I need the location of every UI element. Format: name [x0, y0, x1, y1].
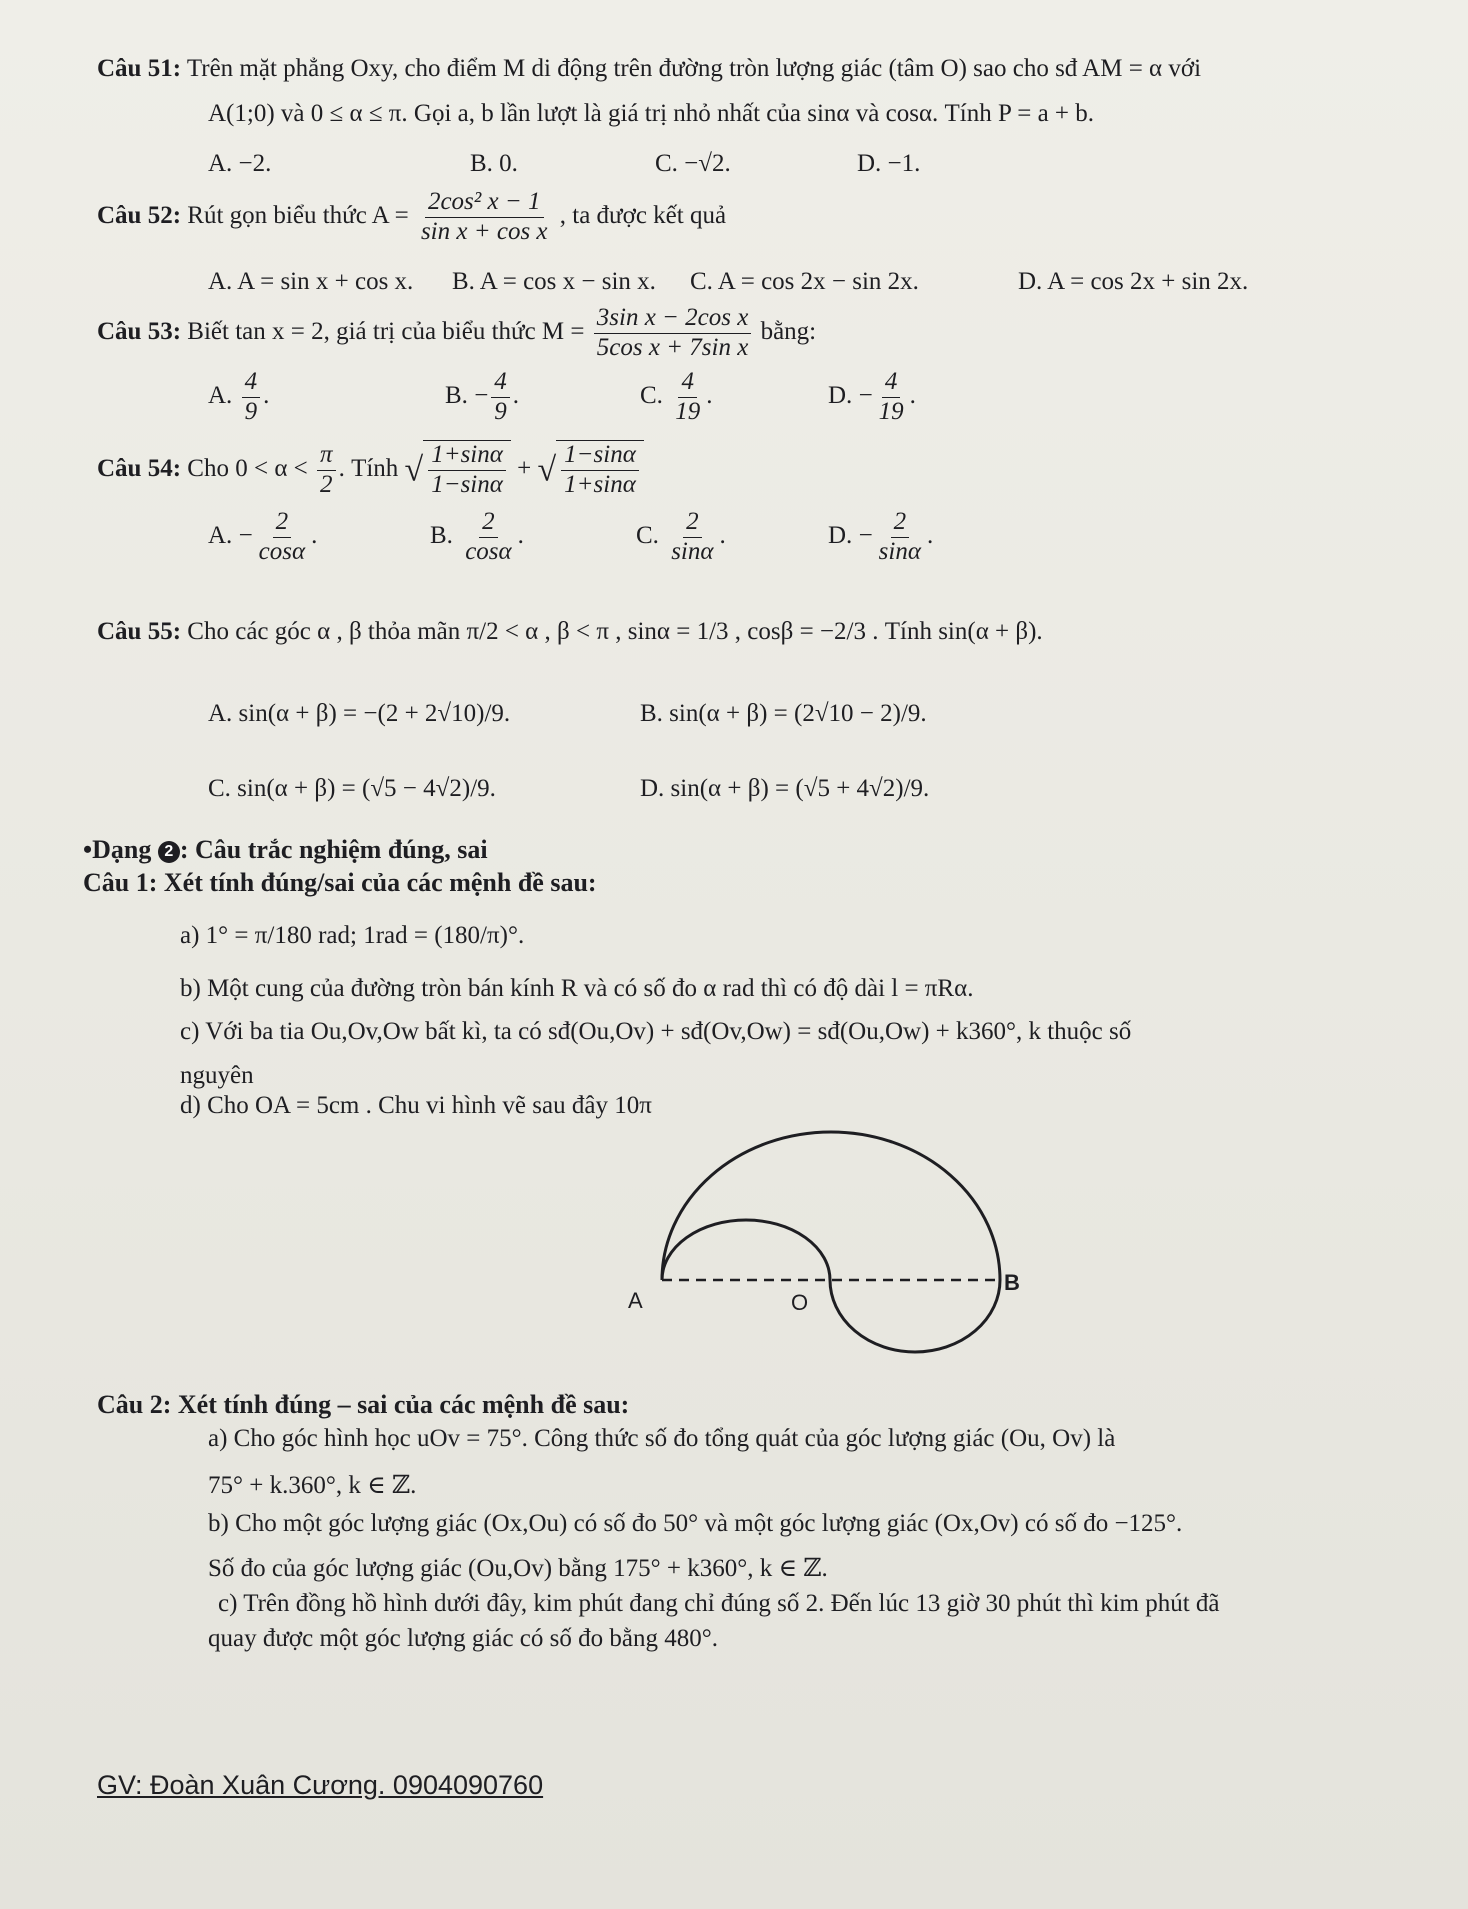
numerator: π [317, 441, 336, 471]
q52-option-c: C. A = cos 2x − sin 2x. [690, 268, 919, 295]
q51-text-line1: Trên mặt phẳng Oxy, cho điểm M di động trên đường tròn lượng giác (tâm O) sao cho sđ AM = α với [186, 55, 1202, 82]
q55-option-a: A. sin(α + β) = −(2 + 2√10)/9. [208, 700, 511, 727]
point-o-label: O [791, 1290, 809, 1315]
q54-condition-fraction [317, 441, 336, 500]
q52-fraction [418, 188, 551, 247]
option-fraction [668, 508, 716, 567]
section-title-prefix: •Dạng [83, 835, 152, 864]
q55-option-b: B. sin(α + β) = (2√10 − 2)/9. [640, 700, 927, 727]
c2-statement-c-line1: c) Trên đồng hồ hình dưới đây, kim phút đang chỉ đúng số 2. Đến lúc 13 giờ 30 phút thì kim phút đã [218, 1590, 1220, 1617]
option-end: . [926, 521, 934, 549]
q52-stem [97, 188, 726, 247]
numerator: 1−sinα [561, 441, 639, 471]
c1-statement-b: b) Một cung của đường tròn bán kính R và có số đo α rad thì có độ dài l = πRα. [180, 975, 974, 1002]
option-sign: − [474, 381, 489, 409]
option-letter: B. [430, 521, 453, 549]
q55-stem [97, 618, 1043, 647]
option-denominator: cosα [465, 537, 512, 565]
option-denominator: 9 [494, 397, 507, 425]
option-letter: C. [636, 521, 659, 549]
q54-label: Câu 54: [97, 454, 182, 482]
option-numerator: 2 [683, 508, 702, 538]
option-denominator: 19 [878, 397, 904, 425]
q52-option-a: A. A = sin x + cos x. [208, 268, 414, 295]
option-end: . [706, 381, 713, 409]
section-number-badge: 2 [158, 841, 180, 863]
option-numerator: 2 [479, 508, 498, 538]
q52-option-d: D. A = cos 2x + sin 2x. [1018, 268, 1249, 295]
q53-stem [97, 304, 816, 363]
q54-stem [97, 440, 644, 500]
q54-mid: . Tính [338, 454, 399, 482]
option-fraction [491, 368, 510, 427]
denominator: 1−sinα [431, 470, 503, 498]
option-sign: − [858, 521, 873, 549]
q55-option-c: C. sin(α + β) = (√5 − 4√2)/9. [208, 775, 496, 802]
q51-option-c: C. −√2. [655, 150, 731, 177]
option-numerator: 2 [891, 508, 910, 538]
q54-root2 [556, 440, 644, 500]
option-numerator: 4 [882, 368, 901, 398]
section-title-text: : Câu trắc nghiệm đúng, sai [179, 835, 488, 864]
c2-stem [97, 1390, 629, 1420]
q53-prefix: Biết tan x = 2, giá trị của biểu thức M = [187, 317, 585, 345]
small-upper-arc [662, 1220, 830, 1280]
c2-statement-a-line1: a) Cho góc hình học uOv = 75°. Công thức số đo tổng quát của góc lượng giác (Ou, Ov) là [208, 1425, 1116, 1452]
denominator: 1+sinα [564, 470, 636, 498]
option-numerator: 4 [678, 368, 697, 398]
q51-option-b: B. 0. [470, 150, 518, 177]
c1-text: Xét tính đúng/sai của các mệnh đề sau: [163, 868, 597, 897]
c2-statement-a-line2: 75° + k.360°, k ∈ ℤ. [208, 1472, 417, 1499]
q52-label: Câu 52: [97, 201, 182, 229]
sqrt-sign-icon: √ [404, 451, 424, 489]
option-end: . [909, 381, 916, 409]
c1-statement-c-line2: nguyên [180, 1062, 254, 1089]
c2-statement-b-line2: Số đo của góc lượng giác (Ou,Ov) bằng 175° + k360°, k ∈ ℤ. [208, 1555, 828, 1582]
option-numerator: 4 [491, 368, 510, 398]
point-a-label: A [628, 1288, 643, 1313]
option-letter: B. [445, 381, 468, 409]
c2-label: Câu 2: [97, 1390, 172, 1419]
c2-statement-b-line1: b) Cho một góc lượng giác (Ox,Ou) có số đo 50° và một góc lượng giác (Ox,Ov) có số đo −125°. [208, 1510, 1183, 1537]
c1-statement-a: a) 1° = π/180 rad; 1rad = (180/π)°. [180, 922, 525, 949]
q51-line2: A(1;0) và 0 ≤ α ≤ π. Gọi a, b lần lượt là giá trị nhỏ nhất của sinα và cosα. Tính P = a + b. [208, 100, 1095, 127]
root1-fraction [428, 441, 506, 500]
option-letter: A. [208, 381, 233, 409]
c2-statement-c-line2: quay được một góc lượng giác có số đo bằng 480°. [208, 1625, 718, 1652]
option-numerator: 2 [273, 508, 292, 538]
option-denominator: 9 [244, 397, 258, 425]
q54-option-b [430, 508, 524, 567]
c1-stem [83, 868, 597, 898]
q53-option-b [445, 368, 519, 427]
point-b-label: B [1004, 1270, 1020, 1295]
option-end: . [719, 521, 726, 549]
option-fraction [672, 368, 703, 427]
option-fraction [462, 508, 514, 567]
option-fraction [876, 368, 907, 427]
q52-suffix: , ta được kết quả [559, 201, 727, 229]
teacher-credit: GV: Đoàn Xuân Cương. 0904090760 [97, 1770, 544, 1800]
option-fraction [876, 508, 924, 567]
q54-option-c [636, 508, 726, 567]
q53-denominator: 5cos x + 7sin x [596, 333, 749, 361]
option-end: . [263, 381, 270, 409]
c2-text: Xét tính đúng – sai của các mệnh đề sau: [177, 1390, 630, 1419]
option-letter: A. [208, 521, 233, 549]
q55-option-d: D. sin(α + β) = (√5 + 4√2)/9. [640, 775, 930, 802]
q51-option-d: D. −1. [857, 150, 921, 177]
option-letter: D. [828, 381, 853, 409]
c1-label: Câu 1: [83, 868, 158, 897]
q54-prefix: Cho 0 < α < [187, 454, 308, 482]
option-denominator: sinα [671, 537, 714, 565]
q54-root1 [423, 440, 511, 500]
large-upper-arc [662, 1132, 1000, 1280]
root2-fraction [561, 441, 639, 500]
plus-sign: + [517, 454, 532, 482]
option-numerator: 4 [242, 368, 261, 398]
semicircle-figure [600, 1130, 1020, 1370]
q52-denominator: sin x + cos x [420, 217, 548, 245]
q53-label: Câu 53: [97, 317, 182, 345]
c1-statement-d: d) Cho OA = 5cm . Chu vi hình vẽ sau đây 10π [180, 1092, 652, 1119]
q53-option-d [828, 368, 916, 427]
q53-suffix: bằng: [760, 317, 817, 345]
lower-arc [830, 1280, 1000, 1352]
q53-numerator: 3sin x − 2cos x [594, 304, 752, 334]
q53-fraction [594, 304, 752, 363]
option-end: . [517, 521, 524, 549]
option-end: . [311, 521, 318, 549]
option-denominator: sinα [878, 537, 921, 565]
option-sign: − [858, 381, 873, 409]
sqrt-sign-icon: √ [537, 451, 557, 489]
option-letter: D. [828, 521, 853, 549]
q51-option-a: A. −2. [208, 150, 272, 177]
q51-label: Câu 51: [97, 55, 182, 82]
option-end: . [512, 381, 520, 409]
numerator: 1+sinα [428, 441, 506, 471]
q52-prefix: Rút gọn biểu thức A = [187, 201, 409, 229]
q55-label: Câu 55: [97, 618, 182, 645]
section-title [83, 835, 488, 865]
q53-option-a [208, 368, 269, 427]
q53-option-c [640, 368, 712, 427]
option-sign: − [238, 521, 253, 549]
q52-numerator: 2cos² x − 1 [425, 188, 544, 218]
q52-option-b: B. A = cos x − sin x. [452, 268, 656, 295]
option-denominator: 19 [675, 397, 701, 425]
option-fraction [256, 508, 308, 567]
q54-option-d [828, 508, 933, 567]
q51-line1 [97, 55, 1201, 84]
q55-text: Cho các góc α , β thỏa mãn π/2 < α , β < π , sinα = 1/3 , cosβ = −2/3 . Tính sin(α + β). [187, 618, 1043, 645]
option-fraction [242, 368, 261, 427]
q54-option-a [208, 508, 317, 567]
option-denominator: cosα [258, 537, 306, 565]
denominator: 2 [320, 470, 333, 498]
option-letter: C. [640, 381, 663, 409]
c1-statement-c-line1: c) Với ba tia Ou,Ov,Ow bất kì, ta có sđ(Ou,Ov) + sđ(Ov,Ow) = sđ(Ou,Ow) + k360°, k thuộc số [180, 1018, 1132, 1045]
